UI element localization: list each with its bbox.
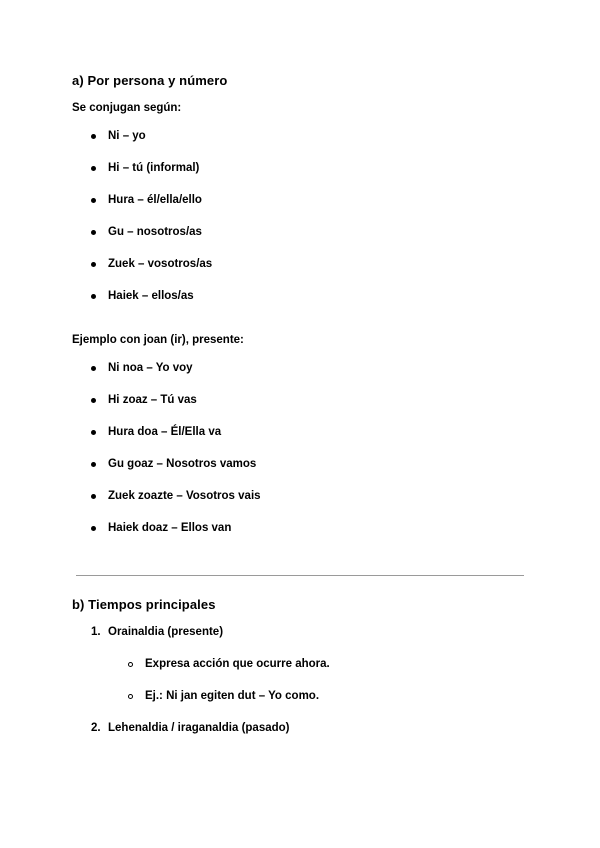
- list-item: Hi zoaz – Tú vas: [108, 394, 197, 406]
- list-item: Haiek – ellos/as: [108, 290, 194, 302]
- circle-bullet-icon: [128, 694, 133, 699]
- example-intro: Ejemplo con joan (ir), presente:: [72, 334, 244, 346]
- bullet-icon: [91, 494, 96, 499]
- sub-list-item: Expresa acción que ocurre ahora.: [145, 658, 330, 670]
- list-item: Zuek zoazte – Vosotros vais: [108, 490, 261, 502]
- bullet-icon: [91, 262, 96, 267]
- list-number: 2.: [91, 722, 101, 734]
- bullet-icon: [91, 462, 96, 467]
- section-a-heading: a) Por persona y número: [72, 73, 228, 88]
- list-number: 1.: [91, 626, 101, 638]
- circle-bullet-icon: [128, 662, 133, 667]
- list-item: Ni – yo: [108, 130, 146, 142]
- section-a-intro: Se conjugan según:: [72, 102, 182, 114]
- list-item: Haiek doaz – Ellos van: [108, 522, 232, 534]
- bullet-icon: [91, 294, 96, 299]
- list-item: Hura – él/ella/ello: [108, 194, 202, 206]
- bullet-icon: [91, 230, 96, 235]
- list-item: Hura doa – Él/Ella va: [108, 426, 222, 438]
- section-b-heading: b) Tiempos principales: [72, 597, 216, 612]
- bullet-icon: [91, 430, 96, 435]
- bullet-icon: [91, 198, 96, 203]
- list-item: Ni noa – Yo voy: [108, 362, 193, 374]
- bullet-icon: [91, 526, 96, 531]
- list-item: Lehenaldia / iraganaldia (pasado): [108, 722, 290, 734]
- bullet-icon: [91, 398, 96, 403]
- bullet-icon: [91, 134, 96, 139]
- sub-list-item: Ej.: Ni jan egiten dut – Yo como.: [145, 690, 320, 702]
- list-item: Gu – nosotros/as: [108, 226, 202, 238]
- list-item: Zuek – vosotros/as: [108, 258, 213, 270]
- bullet-icon: [91, 366, 96, 371]
- horizontal-divider: [76, 575, 524, 576]
- list-item: Hi – tú (informal): [108, 162, 200, 174]
- list-item: Orainaldia (presente): [108, 626, 224, 638]
- list-item: Gu goaz – Nosotros vamos: [108, 458, 257, 470]
- bullet-icon: [91, 166, 96, 171]
